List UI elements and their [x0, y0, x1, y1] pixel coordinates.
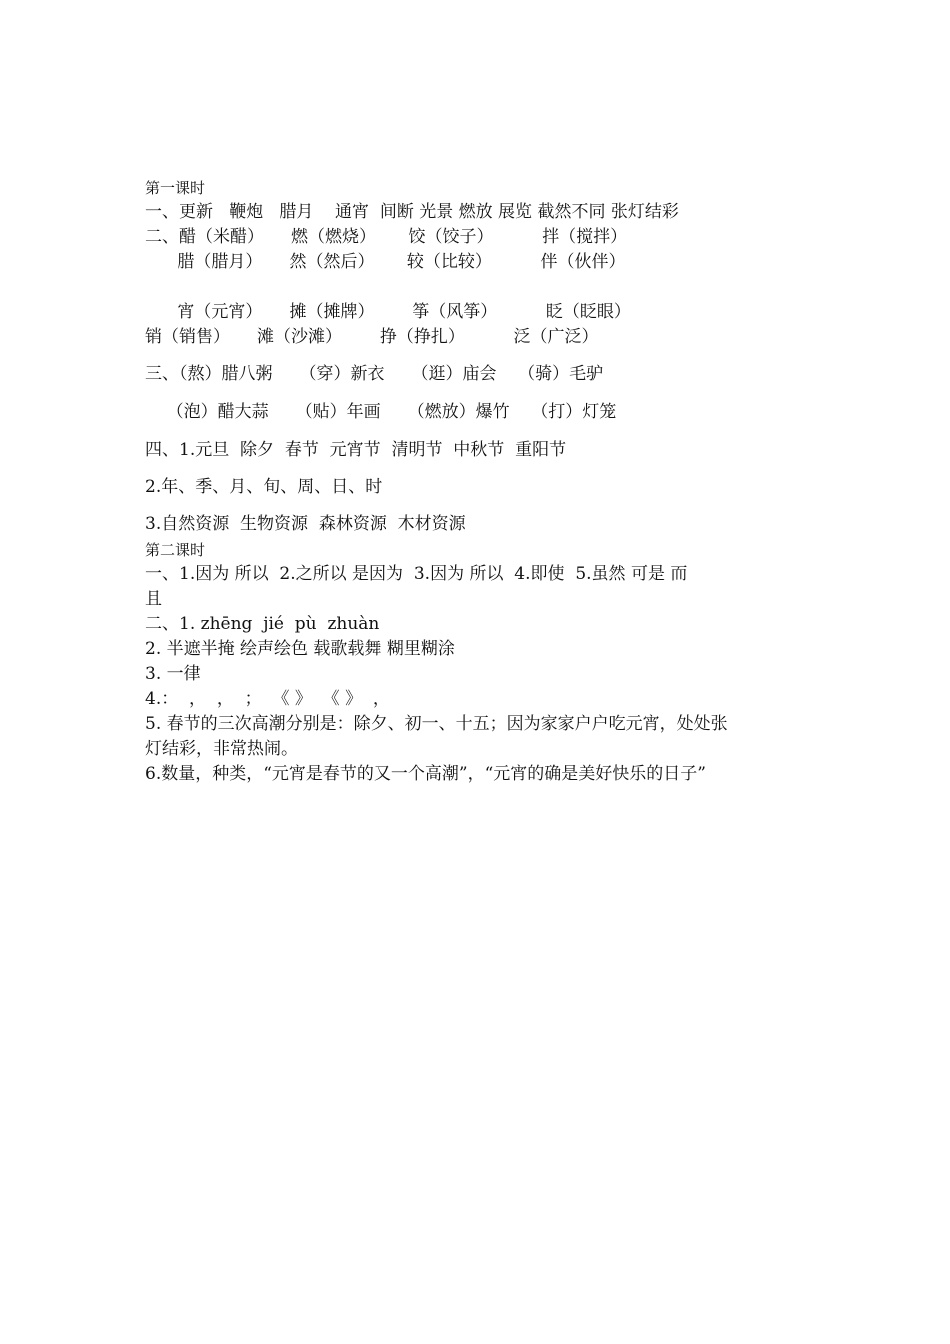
- lesson1-q1: 一、更新 鞭炮 腊月 通宵 间断 光景 燃放 展览 截然不同 张灯结彩: [145, 202, 679, 222]
- lesson2-q1-b: 且: [145, 589, 162, 609]
- lesson2-q2-4: 4.： ， ， ； 《 》 《 》 ，: [145, 689, 390, 709]
- lesson2-heading: 第二课时: [145, 541, 206, 559]
- lesson1-q4-2: 2.年、季、月、旬、周、日、时: [145, 477, 383, 497]
- lesson2-q2-2: 2. 半遮半掩 绘声绘色 载歌载舞 糊里糊涂: [145, 639, 455, 659]
- lesson2-q1-a: 一、1.因为 所以 2.之所以 是因为 3.因为 所以 4.即使 5.虽然 可是 而: [145, 564, 688, 584]
- lesson1-q4-1: 四、1.元旦 除夕 春节 元宵节 清明节 中秋节 重阳节: [145, 440, 567, 460]
- lesson2-q2-3: 3. 一律: [145, 664, 201, 684]
- lesson2-q2-5b: 灯结彩，非常热闹。: [145, 739, 298, 759]
- lesson1-q3-row2: （泡）醋大蒜 （贴）年画 （燃放）爆竹 （打）灯笼: [145, 402, 617, 422]
- lesson1-heading: 第一课时: [145, 179, 206, 197]
- lesson1-q3-row1: 三、（熬）腊八粥 （穿）新衣 （逛）庙会 （骑）毛驴: [145, 364, 604, 384]
- lesson1-q2-row4: 销（销售） 滩（沙滩） 挣（挣扎） 泛（广泛）: [145, 327, 599, 347]
- lesson2-q2-5a: 5. 春节的三次高潮分别是：除夕、初一、十五；因为家家户户吃元宵，处处张: [145, 714, 728, 734]
- lesson1-q2-row1: 二、醋（米醋） 燃（燃烧） 饺（饺子） 拌（搅拌）: [145, 227, 628, 247]
- lesson2-q2-1: 二、1. zhēng jié pù zhuàn: [145, 614, 380, 634]
- lesson1-q2-row3: 宵（元宵） 摊（摊牌） 筝（风筝） 眨（眨眼）: [145, 302, 631, 322]
- lesson1-q4-3: 3.自然资源 生物资源 森林资源 木材资源: [145, 514, 466, 534]
- lesson2-q2-6: 6.数量，种类，“元宵是春节的又一个高潮”，“元宵的确是美好快乐的日子”: [145, 764, 706, 784]
- lesson1-q2-row2: 腊（腊月） 然（然后） 较（比较） 伴（伙伴）: [145, 252, 626, 272]
